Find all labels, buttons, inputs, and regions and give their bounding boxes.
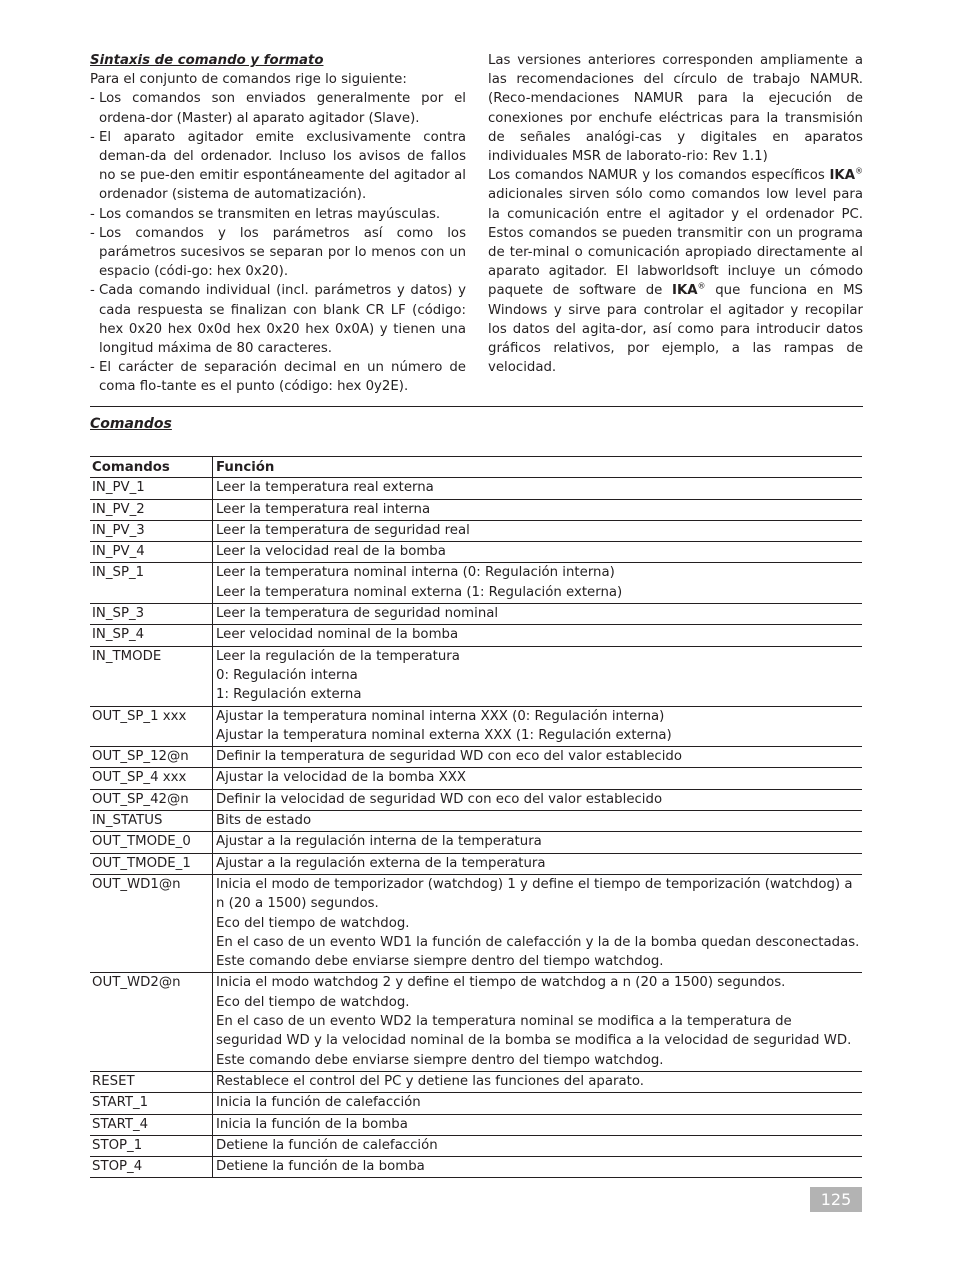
function-line: Inicia el modo de temporizador (watchdog) 1 y define el tiempo de temporización (watchdog) a n (20 a 1500) segundos.: [216, 876, 853, 912]
function-line: Detiene la función de calefacción: [216, 1137, 438, 1153]
function-cell: [213, 1071, 863, 1092]
function-cell: [213, 604, 863, 625]
table-row: [90, 811, 862, 832]
command-cell: START_4: [90, 1114, 213, 1135]
command-cell: IN_PV_3: [90, 520, 213, 541]
table-row: [90, 747, 862, 768]
function-cell: [213, 747, 863, 768]
function-line: Definir la velocidad de seguridad WD con eco del valor establecido: [216, 791, 663, 807]
syntax-bullet: - Los comandos se transmiten en letras mayúsculas.: [90, 206, 441, 222]
ika-commands-paragraph: Los comandos NAMUR y los comandos específicos IKA® adicionales sirven sólo como comandos low level para la comunicación entre el agitador y el ordenador PC. Estos comandos se pueden transmitir con un programa de ter-minal o comunicación apropiado directamente al aparato agitador. El labworldsoft incluye un cómodo paquete de software de IKA® que funciona en MS Windows y sirve para controlar el agitador y recopilar los datos del agita-dor, así como para introducir datos gráficos relativos, por ejemplo, a las rampas de velocidad.: [488, 166, 863, 376]
function-cell: [213, 853, 863, 874]
command-cell: OUT_TMODE_1: [90, 853, 213, 874]
table-row: [90, 604, 862, 625]
function-line: Leer la temperatura real externa: [216, 480, 434, 496]
function-line: Ajustar a la regulación externa de la temperatura: [216, 855, 546, 871]
function-line: En el caso de un evento WD1 la función de calefacción y la de la bomba quedan desconectadas.: [216, 934, 860, 950]
command-cell: IN_SP_1: [90, 563, 213, 604]
page-number: 125: [810, 1187, 862, 1212]
command-cell: IN_STATUS: [90, 811, 213, 832]
section-divider: [90, 406, 863, 407]
function-cell: [213, 1114, 863, 1135]
function-cell: [213, 646, 863, 706]
syntax-bullet: - El aparato agitador emite exclusivamente contra deman-da del ordenador. Incluso los avisos de fallos no se pue-den emitir espontáneamente del agitador al ordenador (sistema de automatización).: [90, 129, 466, 203]
command-cell: OUT_SP_4 xxx: [90, 768, 213, 789]
command-cell: IN_TMODE: [90, 646, 213, 706]
command-cell: OUT_WD1@n: [90, 874, 213, 972]
function-line: Ajustar la temperatura nominal interna XXX (0: Regulación interna): [216, 708, 665, 724]
commands-table-body: [90, 478, 862, 1178]
syntax-bullet: - Los comandos son enviados generalmente por el ordena-dor (Master) al aparato agitador (Slave).: [90, 91, 466, 126]
function-cell: [213, 625, 863, 646]
function-line: Eco del tiempo de watchdog.: [216, 994, 410, 1010]
syntax-bullet: - Cada comando individual (incl. parámetros y datos) y cada respuesta se finalizan con blank CR LF (código: hex 0x20 hex 0x0d hex 0x20 hex 0x0A) y tienen una longitud máxima de 80 caracteres.: [90, 283, 466, 357]
left-column: [90, 51, 466, 397]
syntax-intro: Para el conjunto de comandos rige lo siguiente:: [90, 72, 407, 88]
function-cell: [213, 874, 863, 972]
function-line: Este comando debe enviarse siempre dentro del tiempo watchdog.: [216, 954, 664, 970]
table-row: [90, 478, 862, 499]
function-line: Leer la temperatura nominal interna (0: Regulación interna): [216, 565, 615, 581]
syntax-bullet: - El carácter de separación decimal en un número de coma flo-tante es el punto (código: hex 0y2E).: [90, 360, 466, 395]
right-column: [488, 51, 863, 377]
function-line: Ajustar a la regulación interna de la temperatura: [216, 834, 542, 850]
commands-table: [90, 456, 862, 1178]
table-row: [90, 520, 862, 541]
function-line: Eco del tiempo de watchdog.: [216, 915, 410, 931]
function-cell: [213, 499, 863, 520]
function-line: Ajustar la temperatura nominal externa XXX (1: Regulación externa): [216, 727, 672, 743]
function-line: Ajustar la velocidad de la bomba XXX: [216, 770, 466, 786]
function-line: En el caso de un evento WD2 la temperatura nominal se modifica a la temperatura de seguridad WD y la velocidad nominal de la bomba se modifica a la velocidad de seguridad WD.: [216, 1014, 852, 1049]
table-row: [90, 1157, 862, 1178]
table-row: [90, 1093, 862, 1114]
function-line: Inicia el modo watchdog 2 y define el tiempo de watchdog a n (20 a 1500) segundos.: [216, 975, 786, 991]
command-cell: OUT_TMODE_0: [90, 832, 213, 853]
table-row: [90, 768, 862, 789]
function-line: Leer la temperatura real interna: [216, 501, 431, 517]
function-line: Leer la temperatura de seguridad real: [216, 522, 470, 538]
section-heading-commands: Comandos: [90, 416, 172, 432]
brand-ika: IKA: [672, 283, 698, 299]
function-cell: [213, 973, 863, 1071]
command-cell: IN_PV_1: [90, 478, 213, 499]
function-line: Leer la temperatura nominal externa (1: Regulación externa): [216, 584, 623, 600]
function-line: Este comando debe enviarse siempre dentro del tiempo watchdog.: [216, 1052, 664, 1068]
table-row: [90, 1071, 862, 1092]
brand-ika: IKA: [829, 168, 855, 184]
table-row: [90, 646, 862, 706]
table-row: [90, 542, 862, 563]
command-cell: START_1: [90, 1093, 213, 1114]
command-cell: OUT_SP_12@n: [90, 747, 213, 768]
function-line: 1: Regulación externa: [216, 687, 362, 703]
table-row: [90, 853, 862, 874]
function-cell: [213, 811, 863, 832]
function-line: Leer velocidad nominal de la bomba: [216, 627, 459, 643]
command-cell: OUT_SP_1 xxx: [90, 706, 213, 747]
function-line: Leer la regulación de la temperatura: [216, 648, 460, 664]
table-row: [90, 563, 862, 604]
command-cell: STOP_1: [90, 1135, 213, 1156]
function-line: 0: Regulación interna: [216, 667, 358, 683]
command-cell: STOP_4: [90, 1157, 213, 1178]
function-line: Restablece el control del PC y detiene las funciones del aparato.: [216, 1073, 644, 1089]
function-line: Detiene la función de la bomba: [216, 1159, 425, 1175]
table-header-row: [90, 457, 862, 478]
command-cell: IN_PV_2: [90, 499, 213, 520]
command-cell: IN_PV_4: [90, 542, 213, 563]
table-row: [90, 625, 862, 646]
function-line: Bits de estado: [216, 813, 312, 829]
table-row: [90, 1135, 862, 1156]
function-line: Leer la temperatura de seguridad nominal: [216, 606, 499, 622]
table-row: [90, 789, 862, 810]
table-row: [90, 706, 862, 747]
table-row: [90, 832, 862, 853]
function-line: Definir la temperatura de seguridad WD con eco del valor establecido: [216, 749, 683, 765]
section-heading-syntax: Sintaxis de comando y formato: [90, 53, 324, 68]
table-row: [90, 874, 862, 972]
function-line: Inicia la función de la bomba: [216, 1116, 408, 1132]
table-row: [90, 499, 862, 520]
namur-paragraph: Las versiones anteriores corresponden ampliamente a las recomendaciones del círculo de trabajo NAMUR. (Reco-mendaciones NAMUR para la ejecución de conexiones por enchufe eléctricas para la transmisión de señales analógi-cas y digitales en aparatos individuales MSR de laborato-rio: Rev 1.1): [488, 53, 863, 165]
command-cell: OUT_SP_42@n: [90, 789, 213, 810]
function-cell: [213, 789, 863, 810]
command-cell: IN_SP_3: [90, 604, 213, 625]
column-header-function: Función: [213, 457, 863, 478]
command-cell: IN_SP_4: [90, 625, 213, 646]
function-cell: [213, 542, 863, 563]
table-row: [90, 973, 862, 1071]
function-cell: [213, 706, 863, 747]
function-cell: [213, 768, 863, 789]
function-cell: [213, 563, 863, 604]
function-cell: [213, 832, 863, 853]
function-cell: [213, 478, 863, 499]
function-cell: [213, 1135, 863, 1156]
table-row: [90, 1114, 862, 1135]
column-header-commands: Comandos: [90, 457, 213, 478]
command-cell: OUT_WD2@n: [90, 973, 213, 1071]
function-cell: [213, 1157, 863, 1178]
command-cell: RESET: [90, 1071, 213, 1092]
function-line: Leer la velocidad real de la bomba: [216, 544, 446, 560]
syntax-bullet-list: [90, 89, 466, 396]
function-line: Inicia la función de calefacción: [216, 1095, 421, 1111]
function-cell: [213, 1093, 863, 1114]
function-cell: [213, 520, 863, 541]
syntax-bullet: - Los comandos y los parámetros así como los parámetros sucesivos se separan por lo menos con un espacio (códi-go: hex 0x20).: [90, 225, 466, 280]
